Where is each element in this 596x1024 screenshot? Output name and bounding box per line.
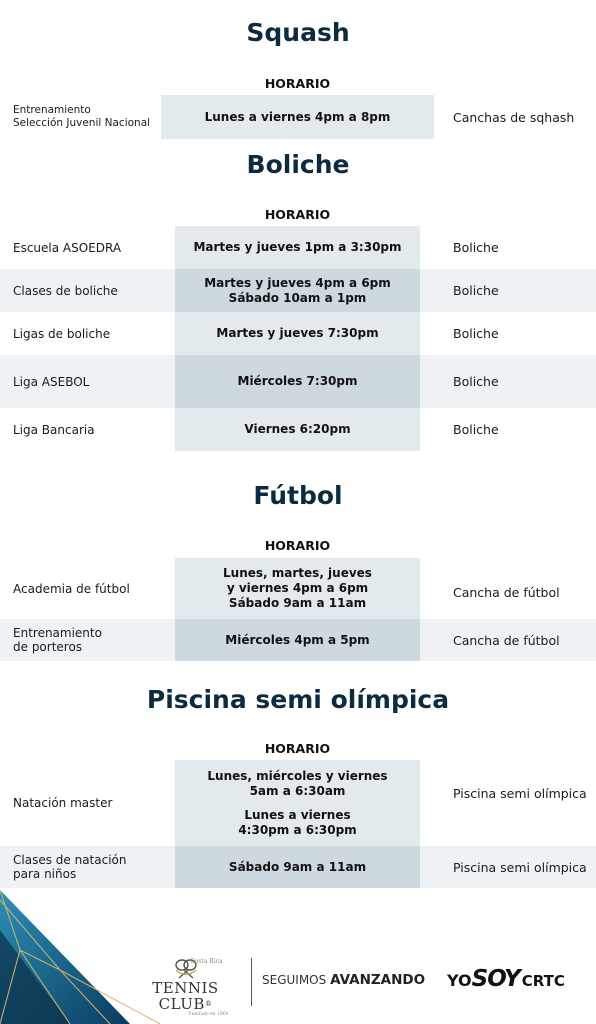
logo-main-text: [128, 980, 243, 1012]
activity-label: Entrenamiento de porteros: [13, 626, 102, 654]
place-label: Boliche: [453, 374, 499, 389]
horario-header-boliche: HORARIO: [264, 207, 331, 222]
horario-header-squash: HORARIO: [264, 76, 331, 91]
logo-main-word: TENNIS CLUB: [152, 979, 219, 1013]
place-label: Piscina semi olímpica: [453, 859, 587, 875]
horario-header-futbol: HORARIO: [264, 538, 331, 553]
horario-header-piscina: HORARIO: [264, 741, 331, 756]
logo-registered: ®: [204, 1000, 213, 1008]
section-title-squash: Squash: [246, 18, 350, 47]
schedule-cell: [175, 558, 420, 619]
place-label: Boliche: [453, 326, 499, 341]
yo-soy-crtc-logo: [447, 966, 565, 992]
schedule-cell: [175, 619, 420, 661]
crtc-text: CRTC: [521, 972, 565, 990]
slogan-bold: AVANZANDO: [330, 972, 426, 988]
logo-country-text: Costa Rica: [190, 958, 223, 965]
place-label: Piscina semi olímpica: [453, 785, 587, 801]
schedule-line: Sábado 10am a 1pm: [228, 290, 367, 305]
place-label: Cancha de fútbol: [453, 632, 560, 648]
place-label: Cancha de fútbol: [453, 584, 560, 600]
schedule-line: Miércoles 7:30pm: [237, 374, 358, 388]
schedule-line: Martes y jueves 7:30pm: [216, 326, 379, 340]
schedule-line: 4:30pm a 6:30pm: [238, 822, 357, 837]
tennis-club-logo: [128, 958, 243, 1017]
section-title-boliche: Boliche: [246, 150, 350, 179]
schedule-line: Viernes 6:20pm: [244, 422, 351, 436]
activity-label: Academia de fútbol: [13, 581, 130, 596]
activity-label: Liga ASEBOL: [13, 374, 90, 389]
schedule-line: Sábado 9am a 11am: [228, 859, 367, 874]
place-label: Canchas de sqhash: [453, 109, 575, 125]
yo-text: YO: [447, 971, 472, 990]
schedule-cell: [175, 760, 420, 846]
schedule-cell: [175, 269, 420, 312]
schedule-line: Lunes, miércoles y viernes: [207, 768, 388, 783]
schedule-line: Lunes, martes, jueves: [223, 566, 372, 580]
place-label: Boliche: [453, 240, 499, 255]
place-label: Boliche: [453, 422, 499, 437]
activity-label: Liga Bancaria: [13, 422, 95, 437]
schedule-line: Lunes a viernes: [244, 807, 351, 822]
soy-text: SOY: [471, 966, 520, 992]
activity-label: Entrenamiento Selección Juvenil Nacional: [13, 104, 151, 129]
schedule-line: y viernes 4pm a 6pm: [226, 581, 369, 595]
schedule-cell: [175, 312, 420, 355]
schedule-cell: [175, 846, 420, 888]
schedule-cell: [175, 408, 420, 451]
activity-label: Natación master: [13, 796, 113, 810]
schedule-line: Lunes a viernes 4pm a 8pm: [204, 109, 391, 124]
footer-divider: [251, 958, 252, 1006]
schedule-line: 5am a 6:30am: [249, 783, 346, 798]
slogan-light: SEGUIMOS: [262, 973, 327, 987]
section-title-piscina: Piscina semi olímpica: [146, 685, 450, 714]
decorative-geometric-corner: [0, 890, 596, 1024]
activity-label: Ligas de boliche: [13, 326, 111, 341]
activity-label: Clases de boliche: [13, 283, 118, 298]
schedule-line: Miércoles 4pm a 5pm: [225, 632, 370, 647]
schedule-cell: [175, 355, 420, 408]
place-label: Boliche: [453, 283, 499, 298]
schedule-line: Martes y jueves 4pm a 6pm: [204, 275, 391, 290]
activity-label: Escuela ASOEDRA: [13, 240, 122, 255]
schedule-line: Sábado 9am a 11am: [228, 596, 367, 610]
schedule-cell: [175, 226, 420, 269]
schedule-line: Martes y jueves 1pm a 3:30pm: [193, 240, 402, 254]
activity-label: Clases de natación para niños: [13, 853, 127, 881]
slogan: [262, 972, 425, 988]
section-title-futbol: Fútbol: [253, 481, 343, 510]
logo-founded-text: Fundado en 1960: [188, 1012, 229, 1017]
schedule-cell: [161, 95, 434, 139]
